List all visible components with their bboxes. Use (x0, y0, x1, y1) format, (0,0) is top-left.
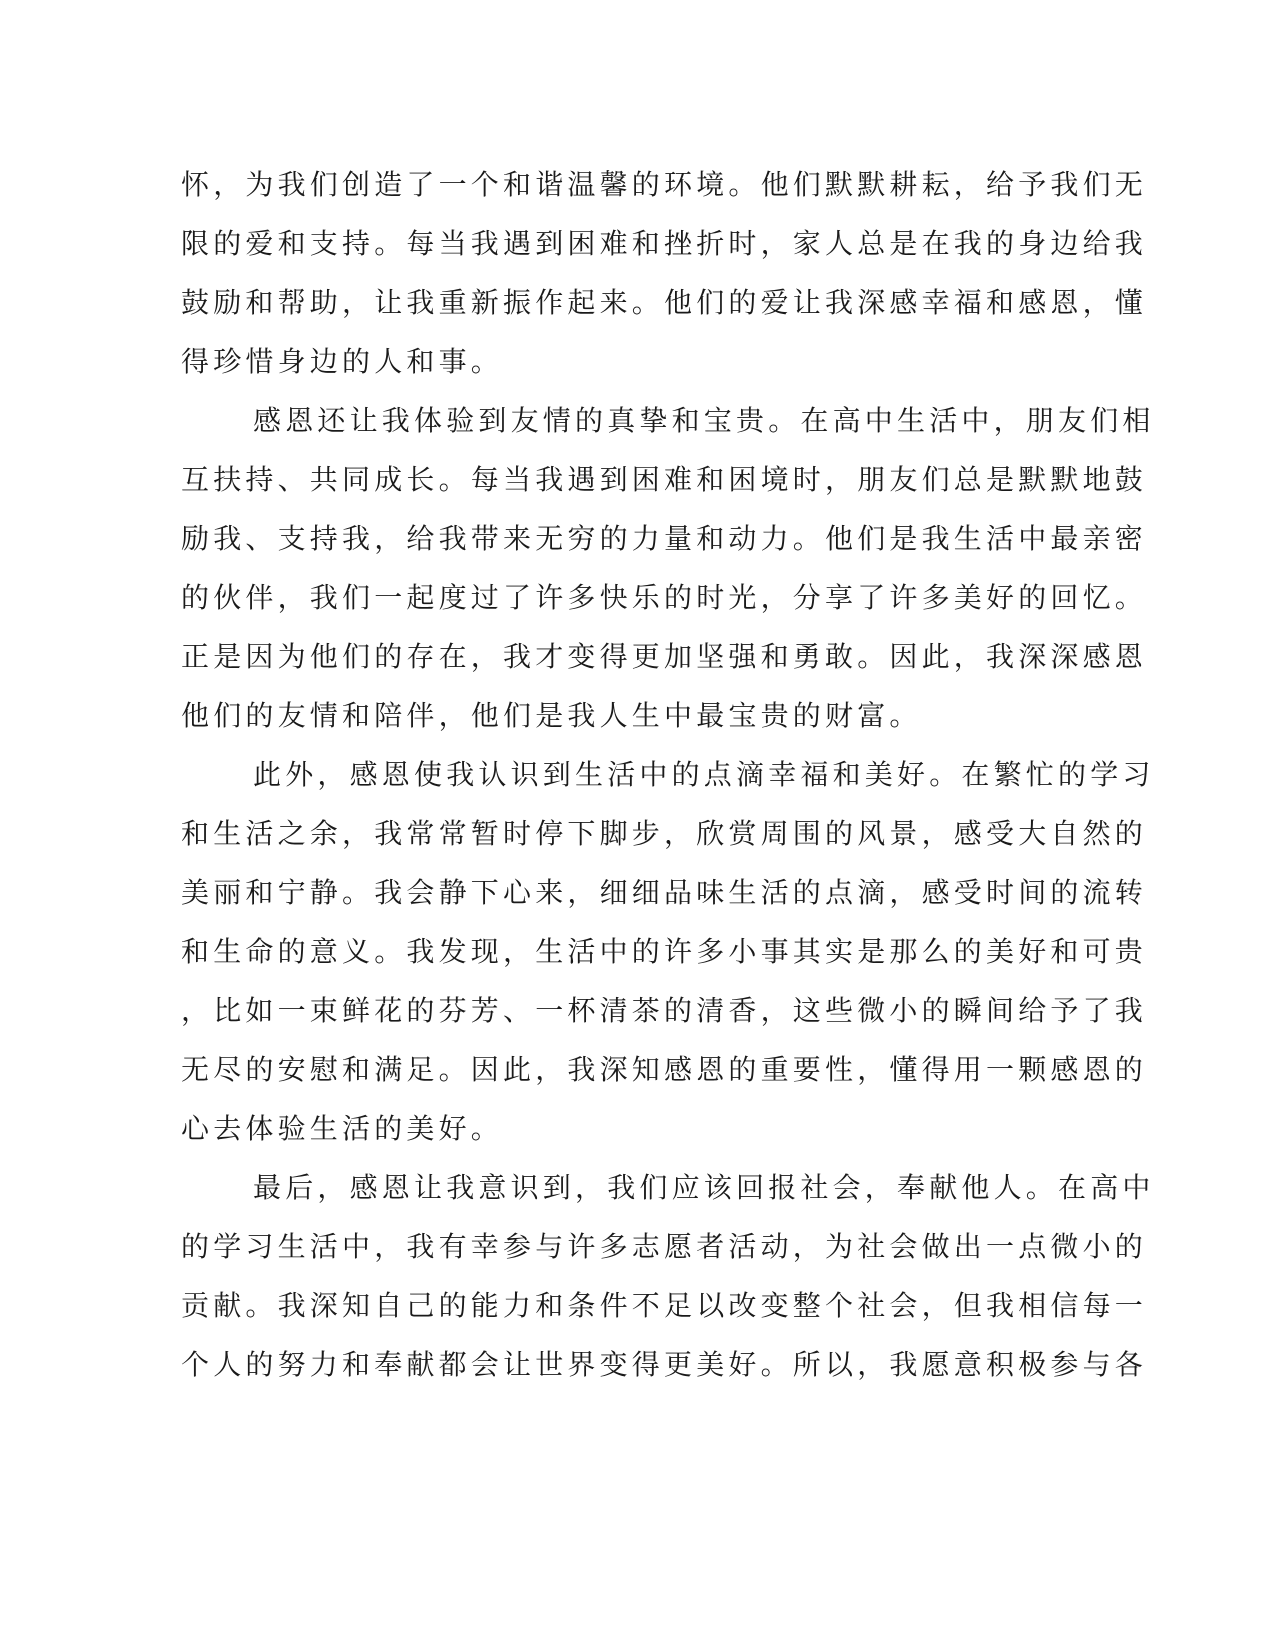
text-line: 贡献。我深知自己的能力和条件不足以改变整个社会，但我相信每一 (181, 1289, 1148, 1322)
text-line: 的伙伴，我们一起度过了许多快乐的时光，分享了许多美好的回忆。 (181, 581, 1148, 614)
text-line: 美丽和宁静。我会静下心来，细细品味生活的点滴，感受时间的流转 (181, 876, 1148, 909)
text-line: 的学习生活中，我有幸参与许多志愿者活动，为社会做出一点微小的 (181, 1230, 1148, 1263)
text-line: 励我、支持我，给我带来无穷的力量和动力。他们是我生活中最亲密 (181, 522, 1148, 555)
text-line: 他们的友情和陪伴，他们是我人生中最宝贵的财富。 (181, 699, 922, 732)
paragraph-start-line: 最后，感恩让我意识到，我们应该回报社会，奉献他人。在高中 (253, 1171, 1155, 1204)
text-line: ，比如一束鲜花的芬芳、一杯清茶的清香，这些微小的瞬间给予了我 (181, 994, 1148, 1027)
text-line: 正是因为他们的存在，我才变得更加坚强和勇敢。因此，我深深感恩 (181, 640, 1148, 673)
text-line: 和生活之余，我常常暂时停下脚步，欣赏周围的风景，感受大自然的 (181, 817, 1148, 850)
body-text (181, 155, 1155, 1394)
paragraph-start-line: 感恩还让我体验到友情的真挚和宝贵。在高中生活中，朋友们相 (253, 404, 1155, 437)
paragraph-start-line: 此外，感恩使我认识到生活中的点滴幸福和美好。在繁忙的学习 (253, 758, 1155, 791)
text-line: 鼓励和帮助，让我重新振作起来。他们的爱让我深感幸福和感恩，懂 (181, 286, 1148, 319)
text-line: 和生命的意义。我发现，生活中的许多小事其实是那么的美好和可贵 (181, 935, 1148, 968)
text-line: 互扶持、共同成长。每当我遇到困难和困境时，朋友们总是默默地鼓 (181, 463, 1148, 496)
text-line: 限的爱和支持。每当我遇到困难和挫折时，家人总是在我的身边给我 (181, 227, 1148, 260)
text-line: 得珍惜身边的人和事。 (181, 345, 504, 378)
text-line: 心去体验生活的美好。 (181, 1112, 504, 1145)
text-line: 无尽的安慰和满足。因此，我深知感恩的重要性，懂得用一颗感恩的 (181, 1053, 1148, 1086)
text-line: 个人的努力和奉献都会让世界变得更美好。所以，我愿意积极参与各 (181, 1348, 1148, 1381)
text-line: 怀，为我们创造了一个和谐温馨的环境。他们默默耕耘，给予我们无 (181, 168, 1148, 201)
